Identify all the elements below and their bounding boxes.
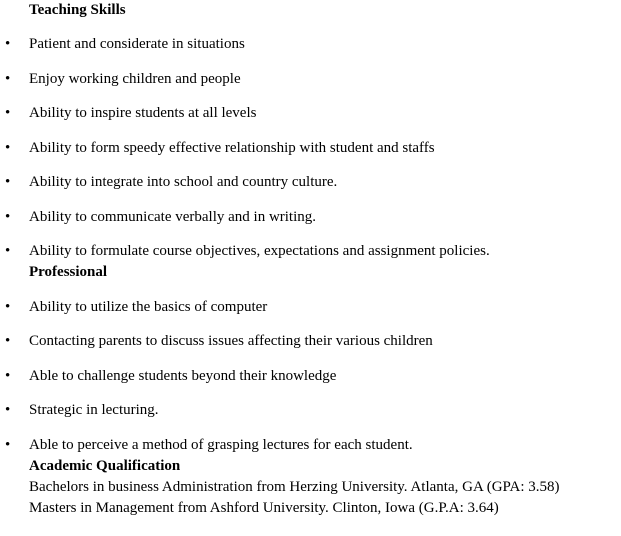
professional-text: Able to challenge students beyond their knowledge bbox=[29, 368, 337, 384]
qualification-line: Masters in Management from Ashford University. Clinton, Iowa (G.P.A: 3.64) bbox=[29, 500, 499, 516]
bullet-icon: • bbox=[5, 437, 11, 453]
bullet-icon: • bbox=[5, 209, 11, 225]
professional-text: Contacting parents to discuss issues affecting their various children bbox=[29, 333, 433, 349]
professional-text: Ability to utilize the basics of computer bbox=[29, 299, 268, 315]
professional-text: Strategic in lecturing. bbox=[29, 402, 159, 418]
bullet-icon: • bbox=[5, 368, 11, 384]
bullet-icon: • bbox=[5, 243, 11, 259]
bullet-icon: • bbox=[5, 333, 11, 349]
bullet-icon: • bbox=[5, 299, 11, 315]
bullet-icon: • bbox=[5, 140, 11, 156]
teaching-skill-text: Ability to inspire students at all levels bbox=[29, 105, 257, 121]
qualification-line: Bachelors in business Administration from Herzing University. Atlanta, GA (GPA: 3.58) bbox=[29, 479, 560, 495]
professional-heading: Professional bbox=[29, 264, 108, 280]
bullet-icon: • bbox=[5, 174, 11, 190]
bullet-icon: • bbox=[5, 402, 11, 418]
teaching-skill-text: Patient and considerate in situations bbox=[29, 36, 245, 52]
bullet-icon: • bbox=[5, 105, 11, 121]
teaching-skill-text: Enjoy working children and people bbox=[29, 71, 241, 87]
bullet-icon: • bbox=[5, 71, 11, 87]
teaching-skill-text: Ability to integrate into school and country culture. bbox=[29, 174, 338, 190]
teaching-skill-text: Ability to form speedy effective relationship with student and staffs bbox=[29, 140, 435, 156]
teaching-skills-heading: Teaching Skills bbox=[29, 2, 126, 18]
academic-qualification-heading: Academic Qualification bbox=[29, 458, 181, 474]
professional-text: Able to perceive a method of grasping lectures for each student. bbox=[29, 437, 413, 453]
teaching-skill-text: Ability to communicate verbally and in writing. bbox=[29, 209, 317, 225]
bullet-icon: • bbox=[5, 36, 11, 52]
teaching-skill-text: Ability to formulate course objectives, expectations and assignment policies. bbox=[29, 243, 490, 259]
